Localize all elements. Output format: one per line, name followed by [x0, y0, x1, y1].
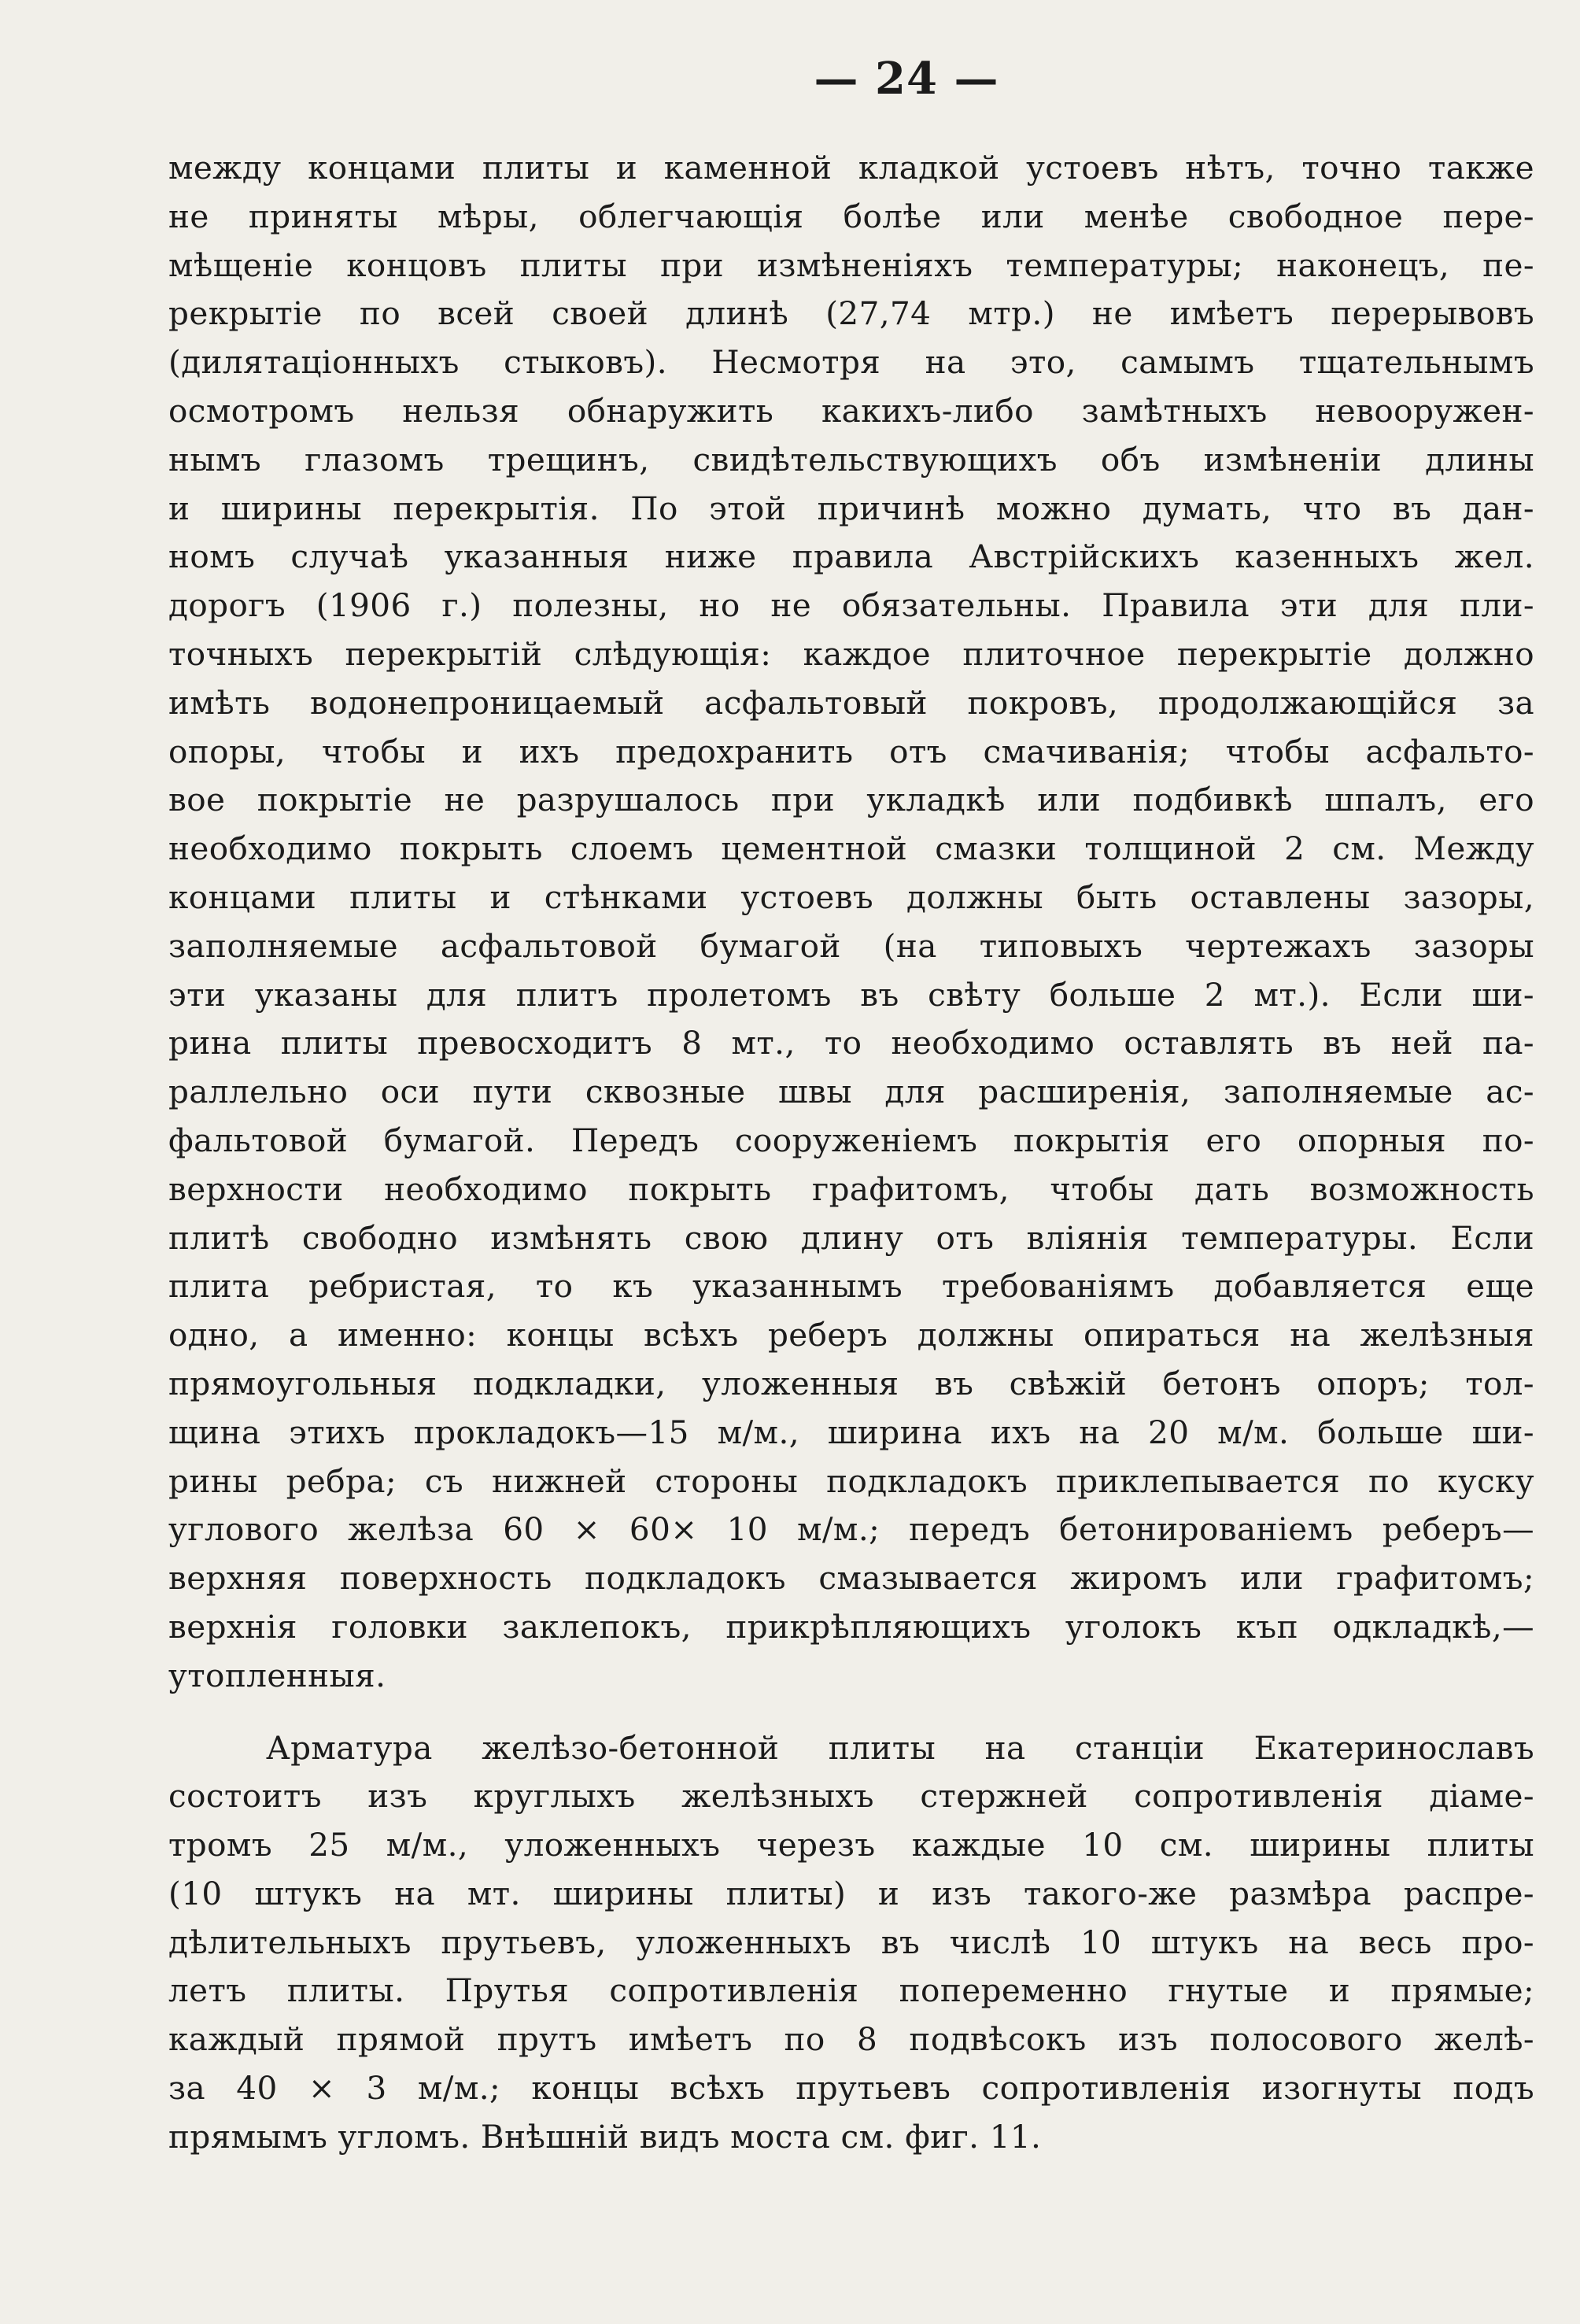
text-line: и ширины перекрытія. По этой причинѣ можно думать, что въ дан- [168, 489, 1534, 527]
text-line: плита ребристая, то къ указаннымъ требованіямъ добавляется еще [168, 1267, 1534, 1306]
text-line: верхности необходимо покрыть графитомъ, чтобы дать возможность [168, 1169, 1534, 1208]
text-line: Арматура желѣзо-бетонной плиты на станціи Екатеринославъ [266, 1728, 1534, 1767]
text-line: раллельно оси пути сквозные швы для расширенія, заполняемые ас- [168, 1073, 1534, 1111]
text-line: фальтовой бумагой. Передъ сооруженіемъ покрытія его опорныя по- [168, 1121, 1534, 1159]
text-line: между концами плиты и каменной кладкой устоевъ нѣтъ, точно также [168, 149, 1534, 187]
text-line: эти указаны для плитъ пролетомъ въ свѣту больше 2 мт.). Если ши- [168, 975, 1534, 1014]
text-line: имѣть водонепроницаемый асфальтовый покровъ, продолжающійся за [168, 683, 1534, 722]
text-line: осмотромъ нельзя обнаружить какихъ-либо замѣтныхъ невооружен- [168, 391, 1534, 430]
paragraph-1 [168, 144, 1534, 1701]
text-line: точныхъ перекрытій слѣдующія: каждое плиточное перекрытіе должно [168, 634, 1534, 673]
text-line: прямоугольныя подкладки, уложенныя въ свѣжій бетонъ опоръ; тол- [168, 1364, 1534, 1402]
text-line: концами плиты и стѣнками устоевъ должны быть оставлены зазоры, [168, 878, 1534, 916]
text-line: летъ плиты. Прутья сопротивленія попеременно гнутые и прямые; [168, 1971, 1534, 2010]
text-line: каждый прямой прутъ имѣетъ по 8 подвѣсокъ изъ полосового желѣ- [168, 2020, 1534, 2059]
text-line: верхняя поверхность подкладокъ смазывается жиромъ или графитомъ; [168, 1559, 1534, 1598]
text-line: одно, а именно: концы всѣхъ реберъ должны опираться на желѣзныя [168, 1316, 1534, 1354]
text-line: рекрытіе по всей своей длинѣ (27,74 мтр.) не имѣетъ перерывовъ [168, 294, 1534, 333]
text-line: нымъ глазомъ трещинъ, свидѣтельствующихъ объ измѣненіи длины [168, 440, 1534, 478]
text-line: состоитъ изъ круглыхъ желѣзныхъ стержней сопротивленія діаме- [168, 1777, 1534, 1816]
text-line: (10 штукъ на мт. ширины плиты) и изъ такого-же размѣра распре- [168, 1874, 1534, 1912]
page-number: — 24 — [814, 53, 999, 105]
text-line: тромъ 25 м/м., уложенныхъ черезъ каждые 10 см. ширины плиты [168, 1826, 1534, 1864]
text-line: мѣщеніе концовъ плиты при измѣненіяхъ температуры; наконецъ, пе- [168, 246, 1534, 284]
text-line: вое покрытіе не разрушалось при укладкѣ или подбивкѣ шпалъ, его [168, 781, 1534, 819]
paragraph-gap [168, 1701, 1534, 1724]
text-line: углового желѣза 60 × 60× 10 м/м.; передъ бетонированіемъ реберъ— [168, 1510, 1534, 1549]
text-line: заполняемые асфальтовой бумагой (на типовыхъ чертежахъ зазоры [168, 926, 1534, 965]
text-line: щина этихъ прокладокъ—15 м/м., ширина ихъ на 20 м/м. больше ши- [168, 1413, 1534, 1451]
text-line: рина плиты превосходитъ 8 мт., то необходимо оставлять въ ней па- [168, 1024, 1534, 1062]
text-line: рины ребра; съ нижней стороны подкладокъ приклепывается по куску [168, 1461, 1534, 1500]
text-line: прямымъ угломъ. Внѣшній видъ моста см. фиг. 11. [168, 2117, 1042, 2156]
text-line: верхнія головки заклепокъ, прикрѣпляющихъ уголокъ къп одкладкѣ,— [168, 1607, 1534, 1646]
text-line: дорогъ (1906 г.) полезны, но не обязательны. Правила эти для пли- [168, 586, 1534, 625]
text-line: за 40 × 3 м/м.; концы всѣхъ прутьевъ сопротивленія изогнуты подъ [168, 2069, 1534, 2108]
paragraph-2 [168, 1724, 1534, 2162]
text-line: необходимо покрыть слоемъ цементной смазки толщиной 2 см. Между [168, 829, 1534, 868]
text-line: не приняты мѣры, облегчающія болѣе или менѣе свободное пере- [168, 197, 1534, 235]
text-line: плитѣ свободно измѣнять свою длину отъ вліянія температуры. Если [168, 1218, 1534, 1257]
body-text [168, 144, 1534, 2162]
text-line: опоры, чтобы и ихъ предохранить отъ смачиванія; чтобы асфальто- [168, 732, 1534, 770]
text-line: (дилятаціонныхъ стыковъ). Несмотря на это, самымъ тщательнымъ [168, 343, 1534, 382]
text-line: утопленныя. [168, 1656, 386, 1694]
text-line: дѣлительныхъ прутьевъ, уложенныхъ въ числѣ 10 штукъ на весь про- [168, 1923, 1534, 1961]
text-line: номъ случаѣ указанныя ниже правила Австрійскихъ казенныхъ жел. [168, 538, 1534, 576]
